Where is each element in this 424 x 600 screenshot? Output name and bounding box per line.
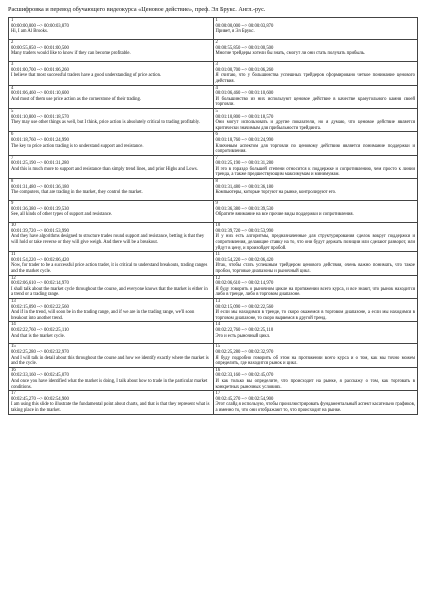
russian-cell [213, 201, 418, 223]
subtitle-timecode: 00:01:54,220 --> 00:02:06,420 [215, 257, 274, 263]
russian-cell [213, 62, 418, 85]
russian-cell [213, 18, 418, 40]
english-cell [9, 155, 214, 178]
russian-cell [213, 275, 418, 298]
subtitle-timecode: 00:02:33,160 --> 00:02:45,070 [215, 373, 274, 379]
russian-text: И большинство из них используют ценовое действие в качестве краеугольного камня своей торговли. [215, 96, 415, 108]
subtitle-number: 6 [215, 132, 218, 138]
russian-cell [213, 322, 418, 344]
subtitle-number: 7 [11, 155, 14, 161]
subtitle-number: 13 [11, 298, 16, 304]
subtitle-number: 8 [215, 179, 218, 185]
russian-text: Итак, чтобы стать успешным трейдером ценового действия, очень важно понимать, что такое пробои, торговые диапазоны и рыночный цикл. [215, 263, 415, 274]
russian-text: Они могут использовать и другие показатели, но я думаю, что ценовое действие является критически значимым для прибыльности трейдинга. [215, 120, 415, 131]
subtitle-number: 2 [215, 40, 218, 46]
subtitle-number: 17 [11, 391, 16, 397]
table-row [9, 179, 418, 201]
subtitle-timecode: 00:01:25,190 --> 00:01:31,280 [11, 161, 69, 167]
russian-text: Это и есть рыночный цикл. [215, 333, 271, 339]
subtitle-timecode: 00:02:06,610 --> 00:02:14,970 [215, 281, 274, 287]
subtitle-number: 9 [11, 201, 14, 207]
table-row [9, 223, 418, 252]
subtitle-number: 4 [11, 85, 14, 91]
subtitle-number: 17 [215, 391, 221, 397]
subtitle-number: 8 [11, 179, 14, 185]
russian-cell [213, 367, 418, 390]
table-row [9, 252, 418, 275]
subtitle-number: 6 [11, 132, 14, 138]
english-text: And most of them use price action as the cornerstone of their trading. [11, 96, 142, 102]
table-row [9, 40, 418, 62]
russian-text: Я буду говорить о рыночном цикле на протяжении всего курса, и все знают, что рынок находится либо в тренде, либо в торговом диапазоне. [215, 286, 415, 298]
table-row [9, 108, 418, 131]
english-text: And that is the market cycle. [11, 333, 65, 339]
russian-text: Этот слайд я использую, чтобы проиллюстрировать фундаментальный аспект касательно графиков, а именно то, что они отображают то, что происходит на рынке. [215, 402, 415, 413]
subtitle-number: 14 [11, 322, 16, 328]
russian-cell [213, 155, 418, 178]
english-text: And I will talk in detail about this throughout the course and how we identify exactly where the market is and the cycle. [11, 355, 209, 367]
subtitle-number: 1 [11, 18, 14, 23]
subtitle-timecode: 00:01:06,460 --> 00:01:10,600 [215, 91, 274, 97]
table-row [9, 18, 418, 40]
english-cell [9, 367, 214, 390]
subtitle-number: 5 [11, 108, 14, 114]
subtitle-number: 12 [11, 275, 16, 281]
russian-cell [213, 252, 418, 275]
subtitle-timecode: 00:01:00,700 --> 00:01:06,260 [215, 67, 274, 73]
russian-cell [213, 298, 418, 321]
table-row [9, 155, 418, 178]
english-text: Many traders would like to know if they can become profitable. [11, 51, 131, 57]
table-row [9, 275, 418, 298]
subtitle-timecode: 00:01:00,700 --> 00:01:06,260 [11, 67, 69, 73]
russian-cell [213, 108, 418, 131]
subtitle-number: 7 [215, 155, 218, 161]
subtitle-number: 5 [215, 108, 218, 114]
table-row [9, 62, 418, 85]
subtitle-timecode: 00:01:31,480 --> 00:01:36,180 [215, 184, 274, 190]
subtitle-timecode: 00:02:33,160 --> 00:02:45,070 [11, 373, 69, 379]
table-row [9, 132, 418, 155]
english-cell [9, 223, 214, 252]
subtitle-table [8, 17, 418, 415]
russian-text: И как только вы определите, что происходит на рынке, я расскажу о том, как торговать в конкретных рыночных условиях. [215, 379, 415, 390]
russian-cell [213, 391, 418, 414]
subtitle-timecode: 00:02:25,280 --> 00:02:32,970 [215, 350, 274, 356]
english-text: I am using this slide to illustrate the fundamental point about charts, and that is that they represent what is taking place in the market. [11, 402, 210, 413]
subtitle-timecode: 00:01:36,380 --> 00:01:39,530 [215, 206, 274, 212]
subtitle-timecode: 00:01:10,800 --> 00:01:18,570 [11, 114, 69, 120]
subtitle-timecode: 00:02:06,610 --> 00:02:14,970 [11, 281, 69, 287]
english-text: See, all kinds of other types of support and resistance. [11, 212, 113, 218]
subtitle-timecode: 00:02:45,270 --> 00:02:54,900 [215, 396, 274, 402]
subtitle-timecode: 00:01:31,480 --> 00:01:36,180 [11, 184, 69, 190]
subtitle-timecode: 00:01:18,760 --> 00:01:24,990 [11, 137, 69, 143]
subtitle-timecode: 00:02:25,280 --> 00:02:32,970 [11, 350, 69, 356]
subtitle-timecode: 00:01:39,720 --> 00:01:53,990 [11, 228, 69, 234]
russian-cell [213, 344, 418, 367]
russian-text: Я считаю, что у большинства успешных трейдеров сформировано четкое понимание ценового действия. [215, 73, 415, 84]
table-row [9, 298, 418, 321]
subtitle-number: 11 [215, 252, 221, 258]
russian-text: Привет, я Эл Брукс. [215, 29, 255, 35]
table-row [9, 391, 418, 414]
subtitle-timecode: 00:00:55,850 --> 00:01:00,500 [11, 45, 69, 51]
table-row [9, 367, 418, 390]
subtitle-number: 12 [215, 275, 221, 281]
english-text: Hi, I am Al Brooks. [11, 29, 48, 35]
english-cell [9, 322, 214, 344]
russian-text: И это в гораздо большей степени относится к поддержке и сопротивлению, чем просто к линии тренда, а также предшествующим максимумам и минимумам. [215, 166, 415, 178]
english-cell [9, 391, 214, 414]
subtitle-timecode: 00:02:15,090 --> 00:02:22,560 [215, 304, 274, 310]
table-row [9, 344, 418, 367]
subtitle-number: 9 [215, 201, 218, 207]
english-cell [9, 40, 214, 62]
subtitle-number: 13 [215, 298, 221, 304]
subtitle-timecode: 00:01:36,380 --> 00:01:39,530 [11, 206, 69, 212]
subtitle-timecode: 00:01:06,460 --> 00:01:10,600 [11, 91, 69, 97]
russian-text: И у них есть алгоритмы, предназначенные для структурирования сделок вокруг поддержки и сопротивления, делающие ставку на то, что они будут держать позиции или сделают разворот, или уйдут в цену, и произойдет пробой. [215, 234, 415, 251]
subtitle-number: 16 [215, 367, 221, 373]
english-text: And they have algorithms designed to structure trades round support and resistance, betting is that they will hold or take reverse or they will give weigh. And there will be a breakout. [11, 234, 205, 246]
subtitle-timecode: 00:02:22,760 --> 00:02:25,110 [215, 327, 274, 333]
english-text: And this is much more to support and resistance than simply trend lines, and prior Highs and Lows. [11, 166, 198, 172]
english-cell [9, 179, 214, 201]
russian-text: И если мы находимся в тренде, то скоро окажемся в торговом диапазоне, а если мы находимся в торговом диапазоне, то скоро вырвемся в другой тренд. [215, 310, 415, 321]
subtitle-timecode: 00:01:10,800 --> 00:01:18,570 [215, 114, 274, 120]
subtitle-timecode: 00:00:00,000 --> 00:00:03,870 [11, 23, 69, 29]
subtitle-number: 1 [215, 18, 218, 23]
russian-text: Я буду подробно говорить об этом на протяжении всего курса и о том, как мы точно можем определить, где находится рынок и цикл. [215, 355, 415, 367]
subtitle-number: 2 [11, 40, 14, 46]
subtitle-timecode: 00:02:45,270 --> 00:02:54,900 [11, 396, 69, 402]
subtitle-number: 10 [11, 223, 16, 229]
subtitle-rows [9, 18, 418, 415]
subtitle-number: 16 [11, 367, 16, 373]
english-cell [9, 132, 214, 155]
english-text: And if in the trend, will soon be in the trading range, and if we are in the trading range, we'll soon breakout into another trend. [11, 310, 195, 321]
english-cell [9, 108, 214, 131]
english-text: The key to price action trading is to understand support and resistance. [11, 143, 144, 149]
english-cell [9, 275, 214, 298]
english-text: I believe that most successful traders have a good understanding of price action. [11, 73, 162, 79]
english-text: They may use other things as well, but I think, price action is absolutely critical to trading profitably. [11, 120, 200, 126]
russian-text: Обратите внимание на все прочие виды поддержки и сопротивления. [215, 212, 354, 218]
english-cell [9, 252, 214, 275]
subtitle-timecode: 00:01:25,190 --> 00:01:31,280 [215, 161, 274, 167]
subtitle-number: 15 [11, 344, 16, 350]
russian-text: Ключевым аспектом для торговли по ценовому действию является понимание поддержки и сопротивления. [215, 143, 415, 155]
subtitle-timecode: 00:01:18,760 --> 00:01:24,990 [215, 137, 274, 143]
english-cell [9, 85, 214, 108]
english-cell [9, 62, 214, 85]
english-text: I shall talk about the market cycle throughout the course, and everyone knows that the market is either in a trend or a trading range. [11, 286, 208, 298]
subtitle-timecode: 00:00:00,000 --> 00:00:03,870 [215, 23, 274, 29]
russian-text: Компьютеры, которые торгуют на рынке, контролируют его. [215, 190, 337, 196]
subtitle-number: 14 [215, 322, 221, 328]
subtitle-timecode: 00:01:39,720 --> 00:01:53,990 [215, 228, 274, 234]
english-cell [9, 18, 214, 40]
table-row [9, 322, 418, 344]
subtitle-number: 11 [11, 252, 16, 258]
subtitle-number: 3 [215, 62, 218, 68]
russian-cell [213, 179, 418, 201]
table-row [9, 201, 418, 223]
document-title: Расшифровка и перевод обучающего видеокурса «Ценовое действие», преф. Эл Брукс. Англ.-рус. [8, 6, 266, 13]
english-cell [9, 201, 214, 223]
english-cell [9, 298, 214, 321]
russian-cell [213, 132, 418, 155]
subtitle-timecode: 00:00:55,850 --> 00:01:00,500 [215, 45, 274, 51]
english-cell [9, 344, 214, 367]
russian-text: Многие трейдеры хотели бы знать, смогут ли они стать получать прибыль. [215, 51, 366, 57]
table-row [9, 85, 418, 108]
english-text: And once you have identified what the market is doing, I talk about how to trade in the particular market conditions. [11, 379, 208, 390]
subtitle-number: 10 [215, 223, 221, 229]
russian-cell [213, 223, 418, 252]
subtitle-timecode: 00:02:22,760 --> 00:02:25,110 [11, 327, 69, 333]
subtitle-number: 15 [215, 344, 221, 350]
subtitle-timecode: 00:01:54,220 --> 00:02:06,420 [11, 257, 69, 263]
english-text: Now, for trader to be a successful price action trader, it is critical to understand breakouts, trading ranges and the market cycle. [11, 263, 208, 274]
english-text: The computers, that are trading in the market, they control the market. [11, 190, 143, 196]
russian-cell [213, 40, 418, 62]
russian-cell [213, 85, 418, 108]
subtitle-number: 4 [215, 85, 218, 91]
subtitle-number: 3 [11, 62, 14, 68]
subtitle-timecode: 00:02:15,090 --> 00:02:22,560 [11, 304, 69, 310]
